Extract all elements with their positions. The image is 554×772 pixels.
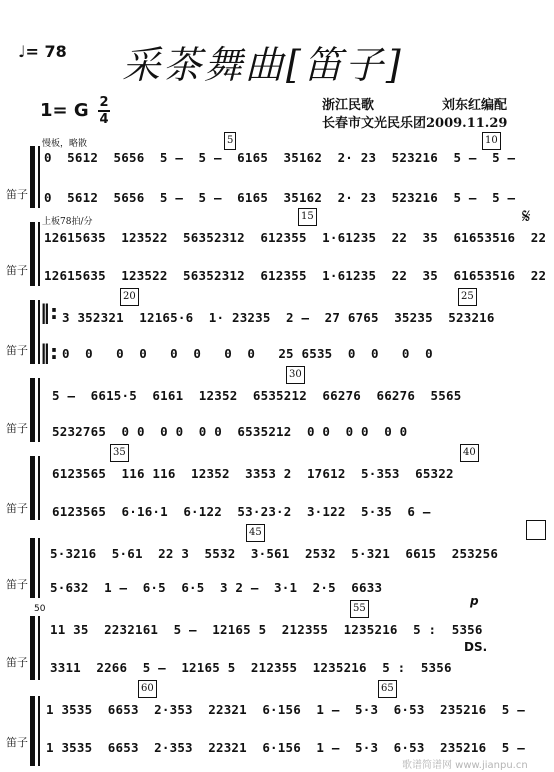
ds-marking: DS. xyxy=(464,640,488,654)
time-signature xyxy=(98,96,110,126)
measure-number: 30 xyxy=(286,366,305,384)
measure-number: 55 xyxy=(350,600,369,618)
measure-number: 65 xyxy=(378,680,397,698)
measure-number: 40 xyxy=(460,444,479,462)
melody-line: 5 – 6615·5 6161 12352 6535212 66276 66276 5565 xyxy=(52,388,462,403)
instrument-label: 笛子 xyxy=(6,578,28,591)
measure-number: 5 xyxy=(224,132,236,150)
system-line xyxy=(38,146,40,208)
instrument-label: 笛子 xyxy=(6,422,28,435)
harmony-line: 5232765 0 0 0 0 0 0 6535212 0 0 0 0 0 0 xyxy=(52,424,408,439)
arranger-credit: 刘东红编配 xyxy=(442,98,508,113)
instrument-label: 笛子 xyxy=(6,344,28,357)
staff-bracket xyxy=(30,696,35,766)
time-signature-bottom: 4 xyxy=(99,112,109,127)
melody-line: 12615635 123522 56352312 612355 1·61235 22 35 61653516 22 xyxy=(44,230,547,245)
system-line xyxy=(38,222,40,286)
measure-number: 35 xyxy=(110,444,129,462)
instrument-label: 笛子 xyxy=(6,264,28,277)
watermark: 歌谱简谱网 www.jianpu.cn xyxy=(402,760,528,771)
measure-number: 60 xyxy=(138,680,157,698)
song-title: 采茶舞曲[笛子] xyxy=(122,43,404,87)
harmony-line: 12615635 123522 56352312 612355 1·61235 22 35 61653516 22 xyxy=(44,268,547,283)
harmony-line: 0 5612 5656 5 – 5 – 6165 35162 2· 23 523216 5 – 5 – xyxy=(44,190,516,205)
harmony-line: 5·632 1 – 6·5 6·5 3 2 – 3·1 2·5 6633 xyxy=(50,580,383,595)
melody-line: 3 352321 12165·6 1· 23235 2 – 27 6765 35235 523216 xyxy=(62,310,495,325)
system-line xyxy=(38,616,40,680)
melody-line: 6123565 116 116 12352 3353 2 17612 5·353 65322 xyxy=(52,466,454,481)
system-line xyxy=(38,456,40,520)
instrument-label: 笛子 xyxy=(6,656,28,669)
measure-number: 25 xyxy=(458,288,477,306)
melody-line: 1 3535 6653 2·353 22321 6·156 1 – 5·3 6·53 235216 5 – xyxy=(46,702,525,717)
measure-number: 20 xyxy=(120,288,139,306)
harmony-line: 0 0 0 0 0 0 0 0 25 6535 0 0 0 0 xyxy=(62,346,433,361)
repeat-start-sign: ‖: xyxy=(40,300,58,324)
measure-number: 10 xyxy=(482,132,501,150)
harmony-line: 3311 2266 5 – 12165 5 212355 1235216 5 : 5356 xyxy=(50,660,452,675)
staff-bracket xyxy=(30,222,35,286)
melody-line: 0 5612 5656 5 – 5 – 6165 35162 2· 23 523216 5 – 5 – xyxy=(44,150,516,165)
troupe-date: 长春市文光民乐团2009.11.29 xyxy=(322,116,508,131)
segno-sign: 𝄋 xyxy=(522,204,531,228)
harmony-line: 1 3535 6653 2·353 22321 6·156 1 – 5·3 6·53 235216 5 – xyxy=(46,740,525,755)
measure-number: 50 xyxy=(34,604,46,614)
melody-line: 11 35 2232161 5 – 12165 5 212355 1235216 5 : 5356 xyxy=(50,622,483,637)
tempo-marking: ♩= 78 xyxy=(18,42,67,61)
song-origin: 浙江民歌 xyxy=(322,98,375,113)
tempo-change-marking: 上板78拍/分 xyxy=(42,217,93,227)
system-line xyxy=(38,538,40,598)
staff-bracket xyxy=(30,146,35,208)
staff-bracket xyxy=(30,616,35,680)
instrument-label: 笛子 xyxy=(6,502,28,515)
key-signature: 1= G xyxy=(40,100,89,121)
system-line xyxy=(38,696,40,766)
harmony-line: 6123565 6·16·1 6·122 53·23·2 3·122 5·35 6 – xyxy=(52,504,431,519)
measure-number: 45 xyxy=(246,524,265,542)
system-line xyxy=(38,378,40,442)
time-signature-top: 2 xyxy=(99,95,109,110)
staff-bracket xyxy=(30,378,35,442)
measure-number: 15 xyxy=(298,208,317,226)
instrument-label: 笛子 xyxy=(6,736,28,749)
melody-line: 5·3216 5·61 22 3 5532 3·561 2532 5·321 6615 253256 xyxy=(50,546,499,561)
dynamic-p: p xyxy=(470,594,479,608)
staff-bracket xyxy=(30,456,35,520)
repeat-start-sign: ‖: xyxy=(40,340,58,364)
end-box xyxy=(526,520,546,540)
staff-bracket xyxy=(30,300,35,364)
instrument-label: 笛子 xyxy=(6,188,28,201)
intro-marking: 慢板，略散 xyxy=(42,139,88,149)
staff-bracket xyxy=(30,538,35,598)
